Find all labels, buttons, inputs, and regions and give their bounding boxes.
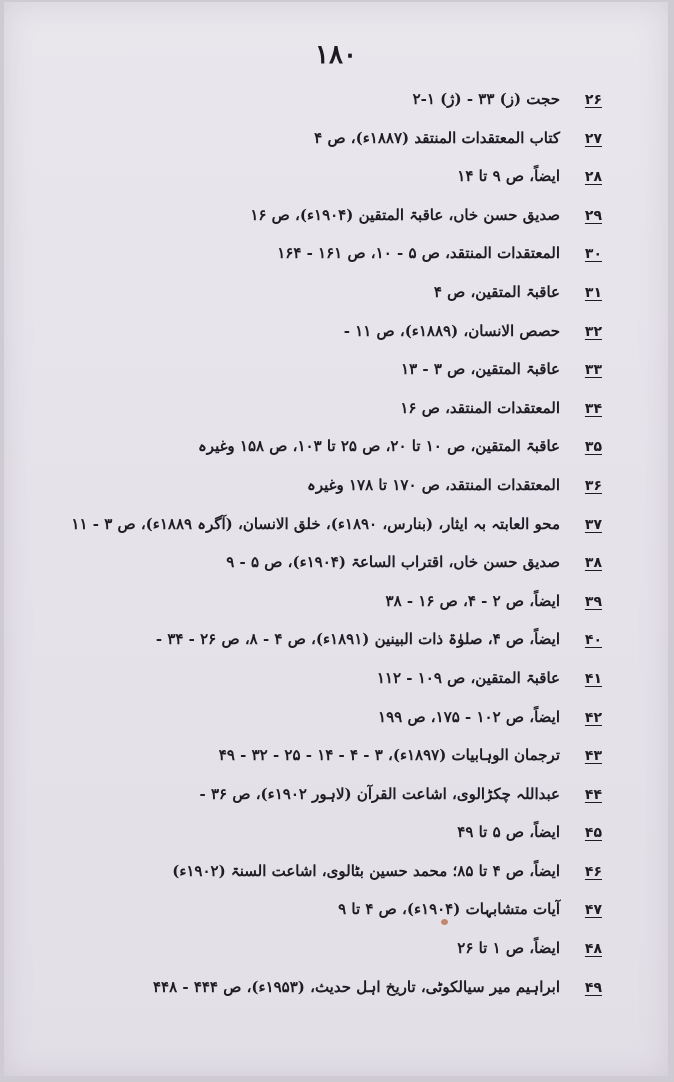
footnote-number: ۴۲ (584, 709, 602, 726)
page-number: ۱۸۰ (315, 40, 357, 70)
footnote-number: ۲۷ (584, 130, 602, 147)
footnote-item (42, 505, 602, 544)
footnote-item (42, 582, 602, 621)
footnote-text: عاقبۃ المتقین، ص ۱۰ تا ۲۰، ص ۲۵ تا ۱۰۳، ص ۱۵۸ وغیرہ (198, 437, 560, 456)
footnote-number: ۳۴ (584, 400, 602, 417)
footnote-number: ۴۵ (584, 825, 602, 842)
footnote-number: ۴۱ (584, 670, 602, 687)
footnote-item (42, 659, 602, 698)
footnote-item (42, 466, 602, 505)
footnote-item (42, 890, 602, 929)
footnote-item (42, 119, 602, 158)
footnote-text: ترجمان الوہابیات (۱۸۹۷ء)، ۳ - ۴ - ۱۴ - ۲۵ - ۳۲ - ۴۹ (218, 746, 560, 765)
footnote-item (42, 196, 602, 235)
footnote-item (42, 852, 602, 891)
footnote-text: عاقبۃ المتقین، ص ۱۰۹ - ۱۱۲ (376, 668, 560, 687)
footnote-text: ایضاً، ص ۴ تا ۸۵؛ محمد حسین بٹالوی، اشاعت السنۃ (۱۹۰۲ء) (172, 861, 560, 880)
footnote-number: ۳۸ (584, 555, 602, 572)
footnote-text: المعتقدات المنتقد، ص ۵ - ۱۰، ص ۱۶۱ - ۱۶۴ (277, 244, 560, 263)
footnote-item (42, 312, 602, 351)
footnote-text: عاقبۃ المتقین، ص ۴ (433, 282, 560, 301)
footnote-number: ۴۷ (584, 902, 602, 919)
footnote-number: ۲۸ (584, 169, 602, 186)
footnote-text: عاقبۃ المتقین، ص ۳ - ۱۳ (401, 360, 560, 379)
footnote-text: ایضاً، ص ۹ تا ۱۴ (457, 167, 560, 186)
footnote-number: ۴۴ (584, 786, 602, 803)
footnote-number: ۴۶ (584, 863, 602, 880)
footnote-text: محو العابتہ بہ ایثار، (بنارس، ۱۸۹۰ء)، خلق الانسان، (آگرہ ۱۸۸۹ء)، ص ۳ - ۱۱ (71, 514, 560, 533)
footnote-text: ایضاً، ص ۱۰۲ - ۱۷۵، ص ۱۹۹ (378, 707, 560, 726)
footnote-item (42, 698, 602, 737)
footnote-text: حجت (ز) ۳۳ - (ژ) ۱-۲ (412, 90, 560, 108)
footnote-item (42, 389, 602, 428)
footnote-number: ۴۳ (584, 748, 602, 765)
footnote-text: صدیق حسن خاں، عاقبۃ المتقین (۱۹۰۴ء)، ص ۱۶ (250, 205, 560, 224)
footnote-item (42, 813, 602, 852)
ink-stain (441, 919, 448, 925)
footnote-number: ۳۷ (584, 516, 602, 533)
footnote-number: ۲۹ (584, 207, 602, 224)
footnote-text: ابراہیم میر سیالکوٹی، تاریخ اہل حدیث، (۱۹۵۳ء)، ص ۴۴۴ - ۴۴۸ (152, 977, 560, 996)
footnote-number: ۲۶ (584, 92, 602, 108)
footnote-item (42, 234, 602, 273)
footnote-item (42, 929, 602, 968)
footnote-number: ۴۹ (584, 979, 602, 996)
footnote-text: ایضاً، ص ۱ تا ۲۶ (457, 939, 560, 958)
footnote-number: ۳۵ (584, 439, 602, 456)
footnote-list (42, 80, 602, 1006)
footnote-item (42, 775, 602, 814)
footnote-text: ایضاً، ص ۲ - ۴، ص ۱۶ - ۳۸ (385, 591, 560, 610)
footnote-number: ۳۹ (584, 593, 602, 610)
footnote-item (42, 80, 602, 119)
footnote-item (42, 968, 602, 1007)
footnote-item (42, 427, 602, 466)
footnote-text: ایضاً، ص ۵ تا ۴۹ (457, 823, 560, 842)
footnote-text: ایضاً، ص ۴، صلوٰۃ ذات البینین (۱۸۹۱ء)، ص ۴ - ۸، ص ۲۶ - ۳۴ - (155, 630, 560, 649)
footnote-number: ۳۳ (584, 362, 602, 379)
footnote-item (42, 273, 602, 312)
footnote-text: عبداللہ چکڑالوی، اشاعت القرآن (لاہور ۱۹۰۲ء)، ص ۳۶ - (199, 784, 560, 803)
footnote-text: المعتقدات المنتقد، ص ۱۶ (400, 398, 560, 417)
footnote-text: آیات متشابہات (۱۹۰۴ء)، ص ۴ تا ۹ (338, 900, 560, 919)
footnote-number: ۳۲ (584, 323, 602, 340)
footnote-number: ۴۸ (584, 941, 602, 958)
footnote-text: کتاب المعتقدات المنتقد (۱۸۸۷ء)، ص ۴ (314, 128, 560, 147)
footnote-item (42, 736, 602, 775)
footnote-item (42, 543, 602, 582)
footnote-item (42, 350, 602, 389)
footnote-text: صدیق حسن خاں، اقتراب الساعۃ (۱۹۰۴ء)، ص ۵ - ۹ (226, 553, 560, 572)
footnote-text: حصص الانسان، (۱۸۸۹ء)، ص ۱۱ - (343, 321, 560, 340)
footnote-number: ۴۰ (584, 632, 602, 649)
footnote-number: ۳۶ (584, 477, 602, 494)
footnote-number: ۳۰ (584, 246, 602, 263)
footnote-number: ۳۱ (584, 284, 602, 301)
footnote-text: المعتقدات المنتقد، ص ۱۷۰ تا ۱۷۸ وغیرہ (307, 475, 560, 494)
document-page (4, 2, 668, 1076)
footnote-item (42, 620, 602, 659)
footnote-item (42, 157, 602, 196)
